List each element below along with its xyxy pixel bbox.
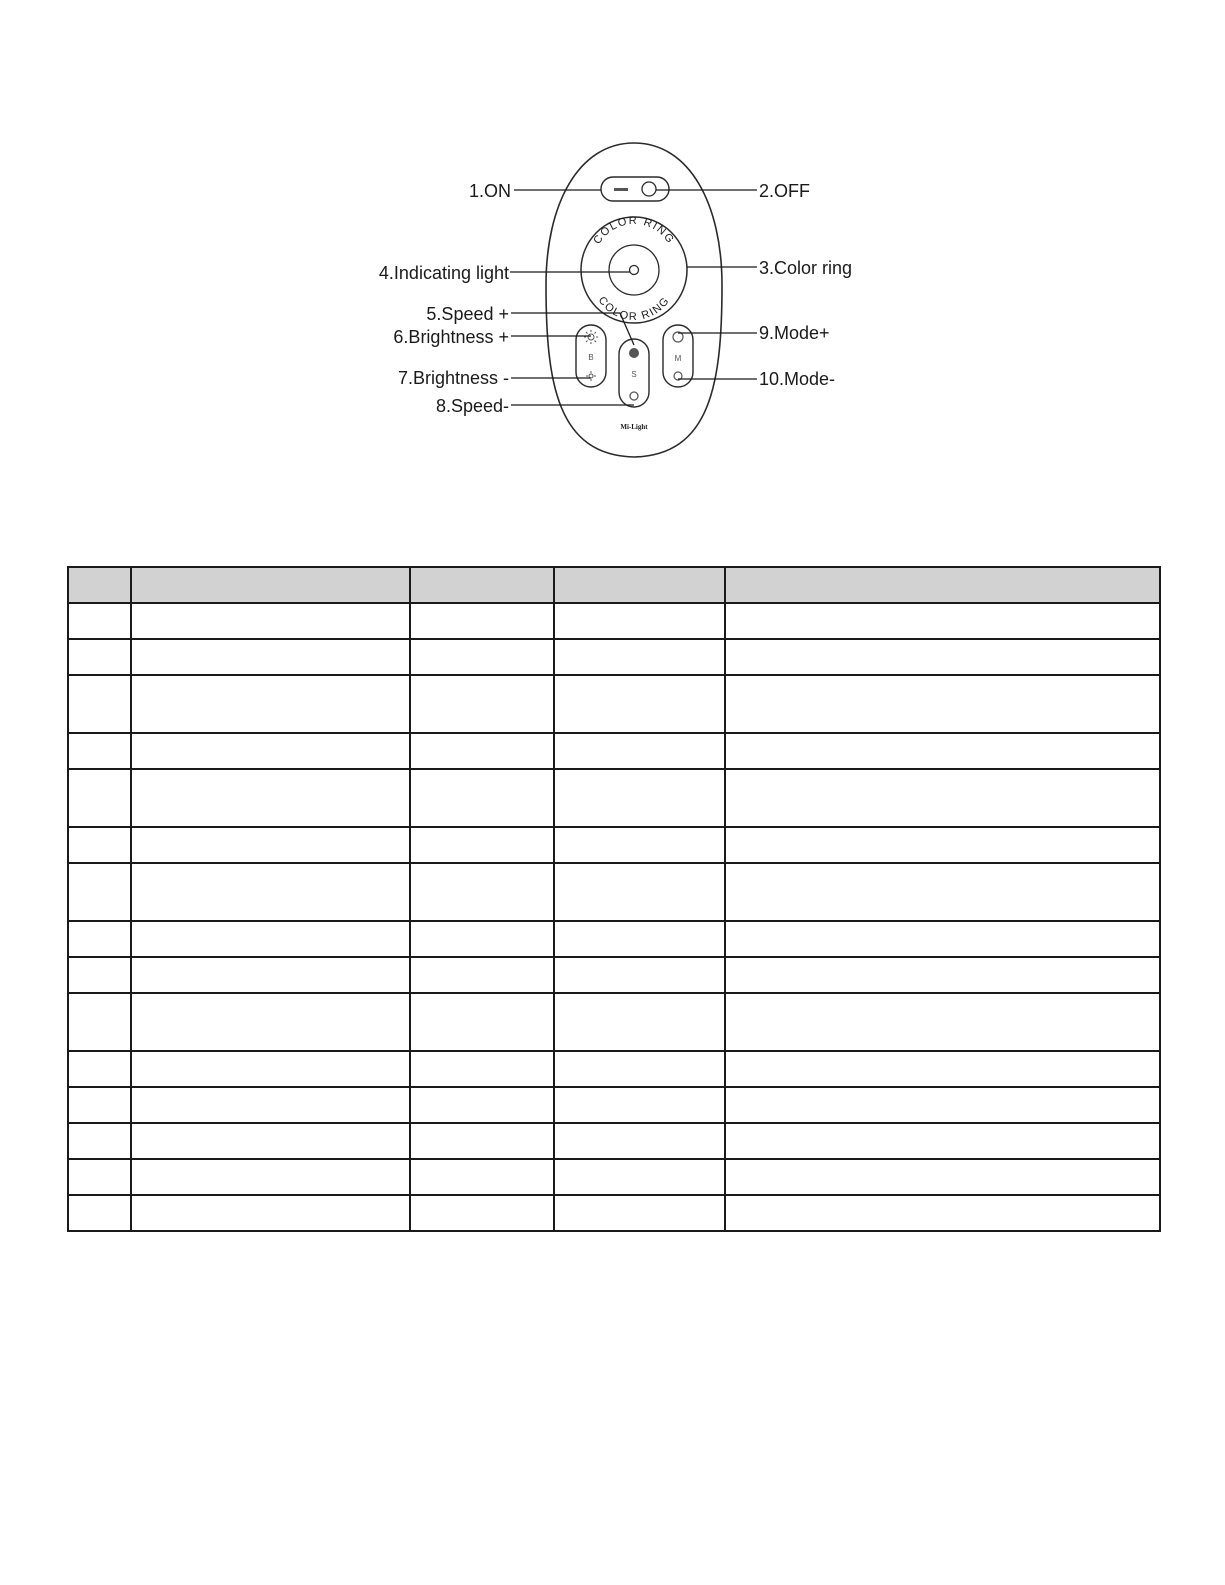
- callout-on: 1.ON: [468, 181, 511, 201]
- table-cell: [725, 769, 1160, 827]
- table-cell: [131, 1159, 410, 1195]
- table-row: [68, 827, 1160, 863]
- table-cell: [68, 733, 131, 769]
- sun-small-icon: [586, 371, 596, 381]
- table-cell: [554, 639, 725, 675]
- table-cell: [68, 603, 131, 639]
- table-cell: [725, 993, 1160, 1051]
- table-cell: [725, 639, 1160, 675]
- remote-control-diagram: [0, 0, 1225, 520]
- callout-off: 2.OFF: [759, 181, 811, 201]
- table-cell: [725, 1159, 1160, 1195]
- table-cell: [68, 1195, 131, 1231]
- table-cell: [554, 733, 725, 769]
- table-cell: [68, 769, 131, 827]
- table-cell: [725, 957, 1160, 993]
- header-cell: [554, 567, 725, 603]
- table-cell: [725, 1087, 1160, 1123]
- table-cell: [554, 769, 725, 827]
- table-cell: [410, 1123, 554, 1159]
- table-cell: [131, 675, 410, 733]
- table-cell: [725, 675, 1160, 733]
- table-cell: [725, 1195, 1160, 1231]
- callout-speed-plus: 5.Speed +: [426, 304, 509, 324]
- table-cell: [68, 1123, 131, 1159]
- header-cell: [410, 567, 554, 603]
- on-off-button: [601, 177, 669, 201]
- table-cell: [131, 921, 410, 957]
- table-cell: [131, 639, 410, 675]
- table-cell: [554, 827, 725, 863]
- table-cell: [410, 993, 554, 1051]
- table-cell: [410, 827, 554, 863]
- speed-letter: S: [631, 370, 637, 379]
- table-cell: [554, 1159, 725, 1195]
- table-cell: [725, 921, 1160, 957]
- table-cell: [725, 733, 1160, 769]
- table-cell: [410, 921, 554, 957]
- table-cell: [410, 1087, 554, 1123]
- on-dash-icon: [614, 188, 628, 191]
- callout-mode-plus: 9.Mode+: [759, 323, 830, 343]
- table-cell: [68, 1159, 131, 1195]
- table-row: [68, 1195, 1160, 1231]
- table-cell: [131, 1051, 410, 1087]
- table-cell: [725, 863, 1160, 921]
- table-cell: [131, 863, 410, 921]
- speed-down-icon: [630, 392, 638, 400]
- table-cell: [131, 1123, 410, 1159]
- table-cell: [68, 675, 131, 733]
- table-cell: [131, 603, 410, 639]
- brightness-letter: B: [588, 353, 594, 362]
- callout-brightness-plus: 6.Brightness +: [393, 327, 509, 347]
- table-cell: [68, 863, 131, 921]
- table-row: [68, 1123, 1160, 1159]
- table-row: [68, 603, 1160, 639]
- table-cell: [131, 1087, 410, 1123]
- table-cell: [410, 957, 554, 993]
- speed-up-icon: [629, 348, 639, 358]
- table-row: [68, 1087, 1160, 1123]
- table-cell: [554, 1123, 725, 1159]
- callout-color-ring: 3.Color ring: [759, 258, 853, 278]
- table-cell: [68, 957, 131, 993]
- table-cell: [131, 957, 410, 993]
- table-cell: [554, 993, 725, 1051]
- table-cell: [410, 675, 554, 733]
- table-cell: [68, 921, 131, 957]
- table-row: [68, 957, 1160, 993]
- table-cell: [131, 769, 410, 827]
- table-cell: [554, 921, 725, 957]
- table-cell: [554, 1087, 725, 1123]
- table-header-row: [68, 567, 1160, 603]
- table-cell: [131, 827, 410, 863]
- off-circle-icon: [642, 182, 656, 196]
- table-cell: [410, 769, 554, 827]
- ring-text-bottom: COLOR RING: [595, 294, 673, 324]
- header-cell: [725, 567, 1160, 603]
- table-cell: [410, 1051, 554, 1087]
- table-cell: [554, 957, 725, 993]
- table-cell: [725, 827, 1160, 863]
- ring-text-top: COLOR RING: [591, 214, 677, 247]
- header-cell: [131, 567, 410, 603]
- table-cell: [68, 827, 131, 863]
- color-ring-inner: [609, 245, 659, 295]
- table-row: [68, 921, 1160, 957]
- table-cell: [68, 1087, 131, 1123]
- callout-mode-minus: 10.Mode-: [759, 369, 836, 389]
- table-row: [68, 769, 1160, 827]
- table-cell: [131, 993, 410, 1051]
- table-row: [68, 639, 1160, 675]
- table-cell: [410, 603, 554, 639]
- table-cell: [410, 639, 554, 675]
- callout-speed-minus: 8.Speed-: [435, 396, 509, 416]
- callout-brightness-minus: 7.Brightness -: [397, 368, 509, 388]
- table-row: [68, 1159, 1160, 1195]
- table-cell: [554, 1051, 725, 1087]
- mode-letter: M: [674, 354, 682, 363]
- table-cell: [410, 733, 554, 769]
- table-cell: [410, 1159, 554, 1195]
- table-cell: [554, 863, 725, 921]
- brand-logo: Mi-Light: [620, 423, 648, 431]
- table-cell: [554, 675, 725, 733]
- table-cell: [68, 1051, 131, 1087]
- table-row: [68, 993, 1160, 1051]
- table-row: [68, 675, 1160, 733]
- table-cell: [131, 733, 410, 769]
- table-cell: [131, 1195, 410, 1231]
- table-cell: [410, 1195, 554, 1231]
- table-cell: [68, 639, 131, 675]
- table-row: [68, 733, 1160, 769]
- table-row: [68, 863, 1160, 921]
- table-cell: [725, 1051, 1160, 1087]
- table-cell: [68, 993, 131, 1051]
- callout-indicating-light: 4.Indicating light: [378, 263, 509, 283]
- function-table: [67, 566, 1161, 1232]
- table-row: [68, 1051, 1160, 1087]
- table-cell: [725, 603, 1160, 639]
- header-cell: [68, 567, 131, 603]
- table-cell: [554, 603, 725, 639]
- table-cell: [554, 1195, 725, 1231]
- table-cell: [725, 1123, 1160, 1159]
- indicating-light-icon: [630, 266, 639, 275]
- sun-large-icon: [584, 330, 598, 344]
- table-cell: [410, 863, 554, 921]
